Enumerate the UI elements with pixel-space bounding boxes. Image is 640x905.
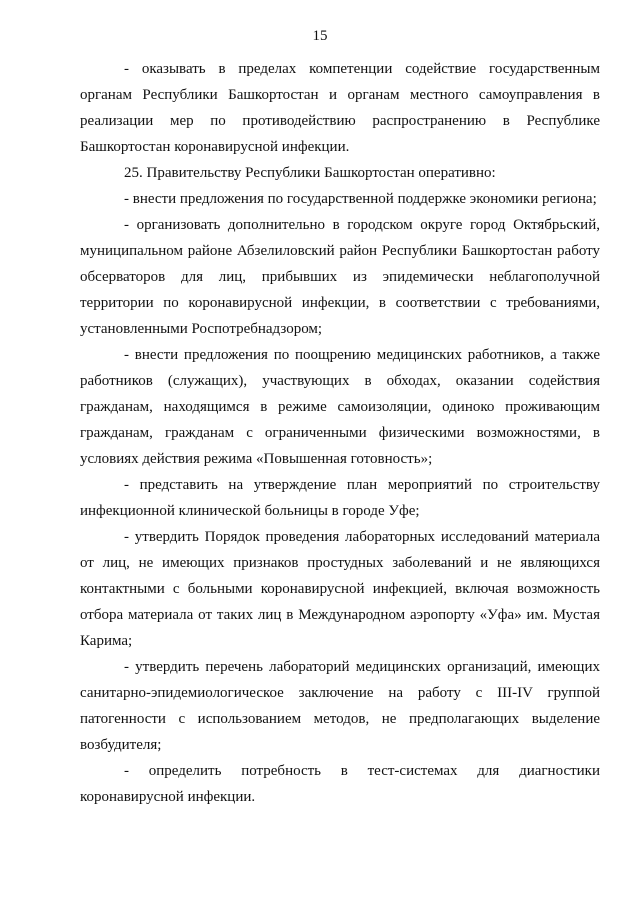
paragraph: 25. Правительству Республики Башкортостан оперативно: xyxy=(124,165,496,181)
paragraph: - определить потребность в тест-системах для диагностики коронавирусной инфекции. xyxy=(80,763,600,805)
paragraph: - утвердить Порядок проведения лабораторных исследований материала от лиц, не имеющих признаков простудных заболеваний и не являющихся контактными с больными коронавирусной инфекцией, включая возможность отбора материала от таких лиц в Международном аэропорту «Уфа» им. Мустая Карима; xyxy=(80,529,600,649)
paragraph: - организовать дополнительно в городском округе город Октябрьский, муниципальном районе Абзелиловский район Республики Башкортостан работу обсерваторов для лиц, прибывших из эпидемически неблагополучной территории по коронавирусной инфекции, в соответствии с требованиями, установленными Роспотребнадзором; xyxy=(80,217,600,337)
paragraph: - внести предложения по государственной поддержке экономики региона; xyxy=(124,191,597,207)
paragraph: - оказывать в пределах компетенции содействие государственным органам Республики Башкортостан и органам местного самоуправления в реализации мер по противодействию распространению в Республике Башкортостан коронавирусной инфекции. xyxy=(80,61,600,155)
paragraph: - внести предложения по поощрению медицинских работников, а также работников (служащих), участвующих в обходах, оказании содействия гражданам, находящимся в режиме самоизоляции, одиноко проживающим гражданам, гражданам с ограниченными физическими возможностями, в условиях действия режима «Повышенная готовность»; xyxy=(80,347,600,467)
paragraph: - представить на утверждение план мероприятий по строительству инфекционной клинической больницы в городе Уфе; xyxy=(80,477,600,519)
document-body xyxy=(80,56,600,810)
paragraph: - утвердить перечень лабораторий медицинских организаций, имеющих санитарно-эпидемиологическое заключение на работу с III-IV группой патогенности с использованием методов, не предполагающих выделение возбудителя; xyxy=(80,659,600,753)
page-number: 15 xyxy=(312,28,328,44)
